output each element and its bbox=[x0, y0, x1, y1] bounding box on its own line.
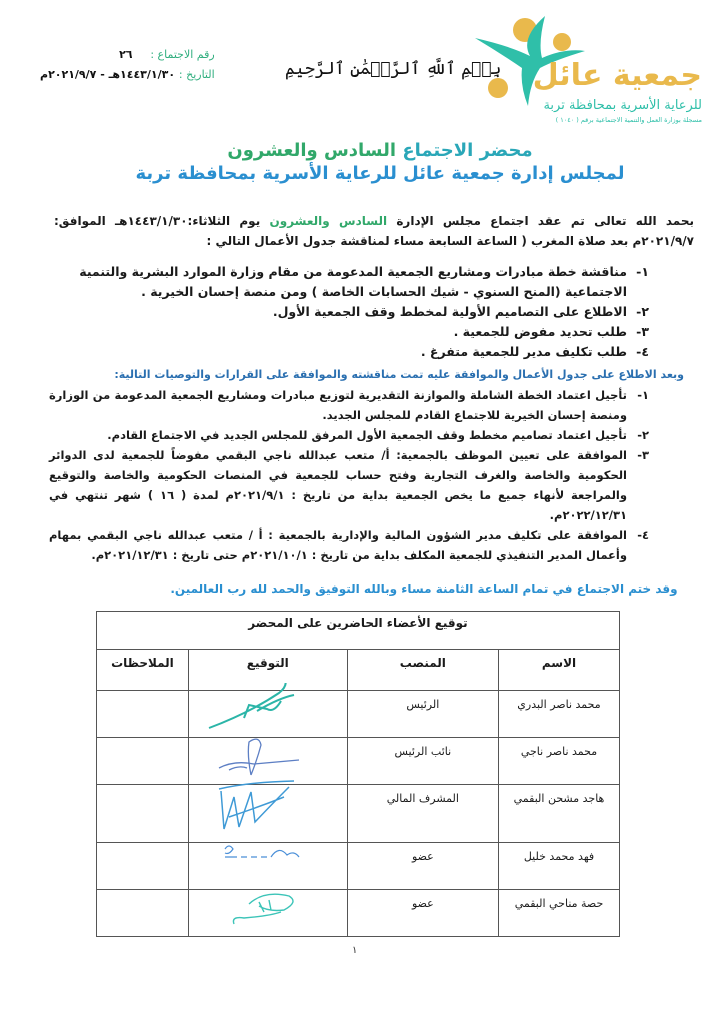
signature-icon bbox=[189, 835, 335, 885]
header-signature: التوقيع bbox=[188, 650, 347, 691]
intro-paragraph bbox=[54, 211, 694, 251]
member-notes bbox=[97, 691, 189, 738]
closing-statement: وقد ختم الاجتماع في تمام الساعة الثامنة مساء وبالله التوفيق والحمد لله رب العالمين. bbox=[170, 582, 678, 596]
meeting-number-label: رقم الاجتماع : bbox=[150, 48, 215, 61]
decision-item bbox=[49, 525, 649, 565]
date-value: ١٤٤٣/١/٣٠هـ - ٢٠٢١/٩/٧م bbox=[40, 68, 176, 81]
item-number: ٤- bbox=[637, 528, 649, 542]
item-text: الاطلاع على التصاميم الأولية لمخطط وقف الجمعية الأول. bbox=[272, 304, 627, 319]
association-logo bbox=[470, 8, 718, 126]
title-highlight: السادس والعشرون bbox=[227, 140, 397, 161]
table-row bbox=[97, 691, 620, 738]
member-name: فهد محمد خليل bbox=[498, 843, 619, 890]
member-notes bbox=[97, 843, 189, 890]
logo-subtitle: للرعاية الأسرية بمحافظة تربة bbox=[543, 98, 702, 113]
member-role: عضو bbox=[347, 843, 498, 890]
decisions-lead: وبعد الاطلاع على جدول الأعمال والموافقة عليه تمت مناقشته والموافقة على القرارات والتوصيات التالية: bbox=[114, 368, 684, 381]
date-label: التاريخ : bbox=[178, 68, 215, 81]
logo-registration: مسجلة بوزارة العمل والتنمية الاجتماعية برقم ( ١٠٤٠ ) bbox=[555, 116, 702, 124]
item-text: الموافقة على تكليف مدير الشؤون المالية والإدارية بالجمعية : أ / متعب عبدالله ناجي البقمي بمهام وأعمال المدير التنفيذي للجمعية المكلف بداية من تاريخ : ٢٠٢١/١٠/١م حتى تاريخ : ٢٠٢١/١٢/٣١م. bbox=[49, 528, 627, 562]
table-header-row bbox=[97, 650, 620, 691]
logo-name: جمعية عائل bbox=[532, 58, 702, 93]
item-number: ٣- bbox=[636, 324, 649, 339]
intro-highlight: السادس والعشرون bbox=[269, 214, 388, 228]
member-role: عضو bbox=[347, 890, 498, 937]
agenda-item bbox=[49, 322, 649, 342]
table-row bbox=[97, 890, 620, 937]
member-name: هاجد مشحن البقمي bbox=[498, 785, 619, 843]
decision-item bbox=[49, 445, 649, 525]
item-number: ١- bbox=[637, 388, 649, 402]
item-text: طلب تكليف مدير للجمعية متفرغ . bbox=[420, 344, 627, 359]
item-number: ٢- bbox=[636, 304, 649, 319]
page-number: ١ bbox=[352, 945, 358, 956]
table-row bbox=[97, 738, 620, 785]
member-role: الرئيس bbox=[347, 691, 498, 738]
header-name: الاسم bbox=[498, 650, 619, 691]
item-text: مناقشة خطة مبادرات ومشاريع الجمعية المدعومة من مقام وزارة الموارد البشرية والتنمية الاجتماعية (المنح السنوي - شيك الحسابات الخاصة ) ومن منصة إحسان الخيرية . bbox=[79, 264, 627, 299]
member-name: محمد ناصر البدري bbox=[498, 691, 619, 738]
item-number: ٢- bbox=[637, 428, 649, 442]
signature-cell bbox=[188, 785, 347, 843]
item-number: ١- bbox=[636, 264, 649, 279]
item-text: الموافقة على تعيين الموظف بالجمعية: أ/ متعب عبدالله ناجي البقمي مفوضاً للجمعية لدى الدوائر الحكومية والخاصة والغرف التجارية وفتح حساب للجمعية في المنصات الحكومية والخاصة والتوقيع والمراجعة لأنهاء جميع ما يخص الجمعية بداية من تاريخ : ٢٠٢١/٩/١م لمدة ( ١٦ ) شهر تنتهي في ٢٠٢٢/١٢/٣١م. bbox=[49, 448, 628, 522]
signature-icon bbox=[189, 882, 335, 932]
meeting-meta bbox=[40, 45, 215, 85]
member-notes bbox=[97, 785, 189, 843]
agenda-item bbox=[49, 302, 649, 322]
header-role: المنصب bbox=[347, 650, 498, 691]
item-text: تأجيل اعتماد تصاميم مخطط وقف الجمعية الأول المرفق للمجلس الجديد في الاجتماع القادم. bbox=[107, 428, 627, 442]
header-notes: الملاحظات bbox=[97, 650, 189, 691]
item-number: ٣- bbox=[637, 448, 649, 462]
item-text: تأجيل اعتماد الخطة الشاملة والموازنة التقديرية لتوزيع مبادرات ومشاريع الجمعية المدعومة من الوزارة ومنصة إحسان الخيرية للاجتماع القادم للمجلس الجديد. bbox=[49, 388, 627, 422]
member-role: المشرف المالي bbox=[347, 785, 498, 843]
member-role: نائب الرئيس bbox=[347, 738, 498, 785]
agenda-item bbox=[49, 262, 649, 302]
meeting-number: ٢٦ bbox=[119, 48, 133, 61]
signature-icon bbox=[189, 777, 335, 837]
item-number: ٤- bbox=[636, 344, 649, 359]
decision-item bbox=[49, 425, 649, 445]
meeting-date-row bbox=[40, 65, 215, 85]
member-name: حصة مناحي البقمي bbox=[498, 890, 619, 937]
document-title bbox=[0, 140, 724, 161]
item-text: طلب تحديد مفوض للجمعية . bbox=[453, 324, 627, 339]
signatures-table bbox=[96, 611, 620, 937]
table-row bbox=[97, 785, 620, 843]
agenda-item bbox=[49, 342, 649, 362]
table-row bbox=[97, 843, 620, 890]
decisions-list bbox=[49, 385, 649, 565]
intro-text-2: يوم الثلاثاء:١٤٤٣/١/٣٠هـ الموافق: ٢٠٢١/٩/٧م بعد صلاة المغرب ( الساعة السابعة مساء لمناقشة جدول الأعمال التالي : bbox=[54, 214, 694, 248]
member-name: محمد ناصر ناجي bbox=[498, 738, 619, 785]
decision-item bbox=[49, 385, 649, 425]
basmala: بِسۡمِ ٱللَّهِ ٱلرَّحۡمَٰنِ ٱلرَّحِيمِ bbox=[285, 59, 502, 79]
meeting-number-row bbox=[40, 45, 215, 65]
signature-icon bbox=[189, 683, 335, 733]
member-notes bbox=[97, 890, 189, 937]
document-subtitle: لمجلس إدارة جمعية عائل للرعاية الأسرية بمحافظة تربة bbox=[135, 163, 625, 184]
title-prefix: محضر الاجتماع bbox=[396, 140, 533, 161]
signature-icon bbox=[189, 730, 335, 780]
signature-cell bbox=[188, 890, 347, 937]
member-notes bbox=[97, 738, 189, 785]
agenda-list bbox=[49, 262, 649, 362]
intro-text-1: بحمد الله تعالى تم عقد اجتماع مجلس الإدارة bbox=[387, 214, 694, 228]
table-caption: توقيع الأعضاء الحاضرين على المحضر bbox=[97, 612, 620, 650]
